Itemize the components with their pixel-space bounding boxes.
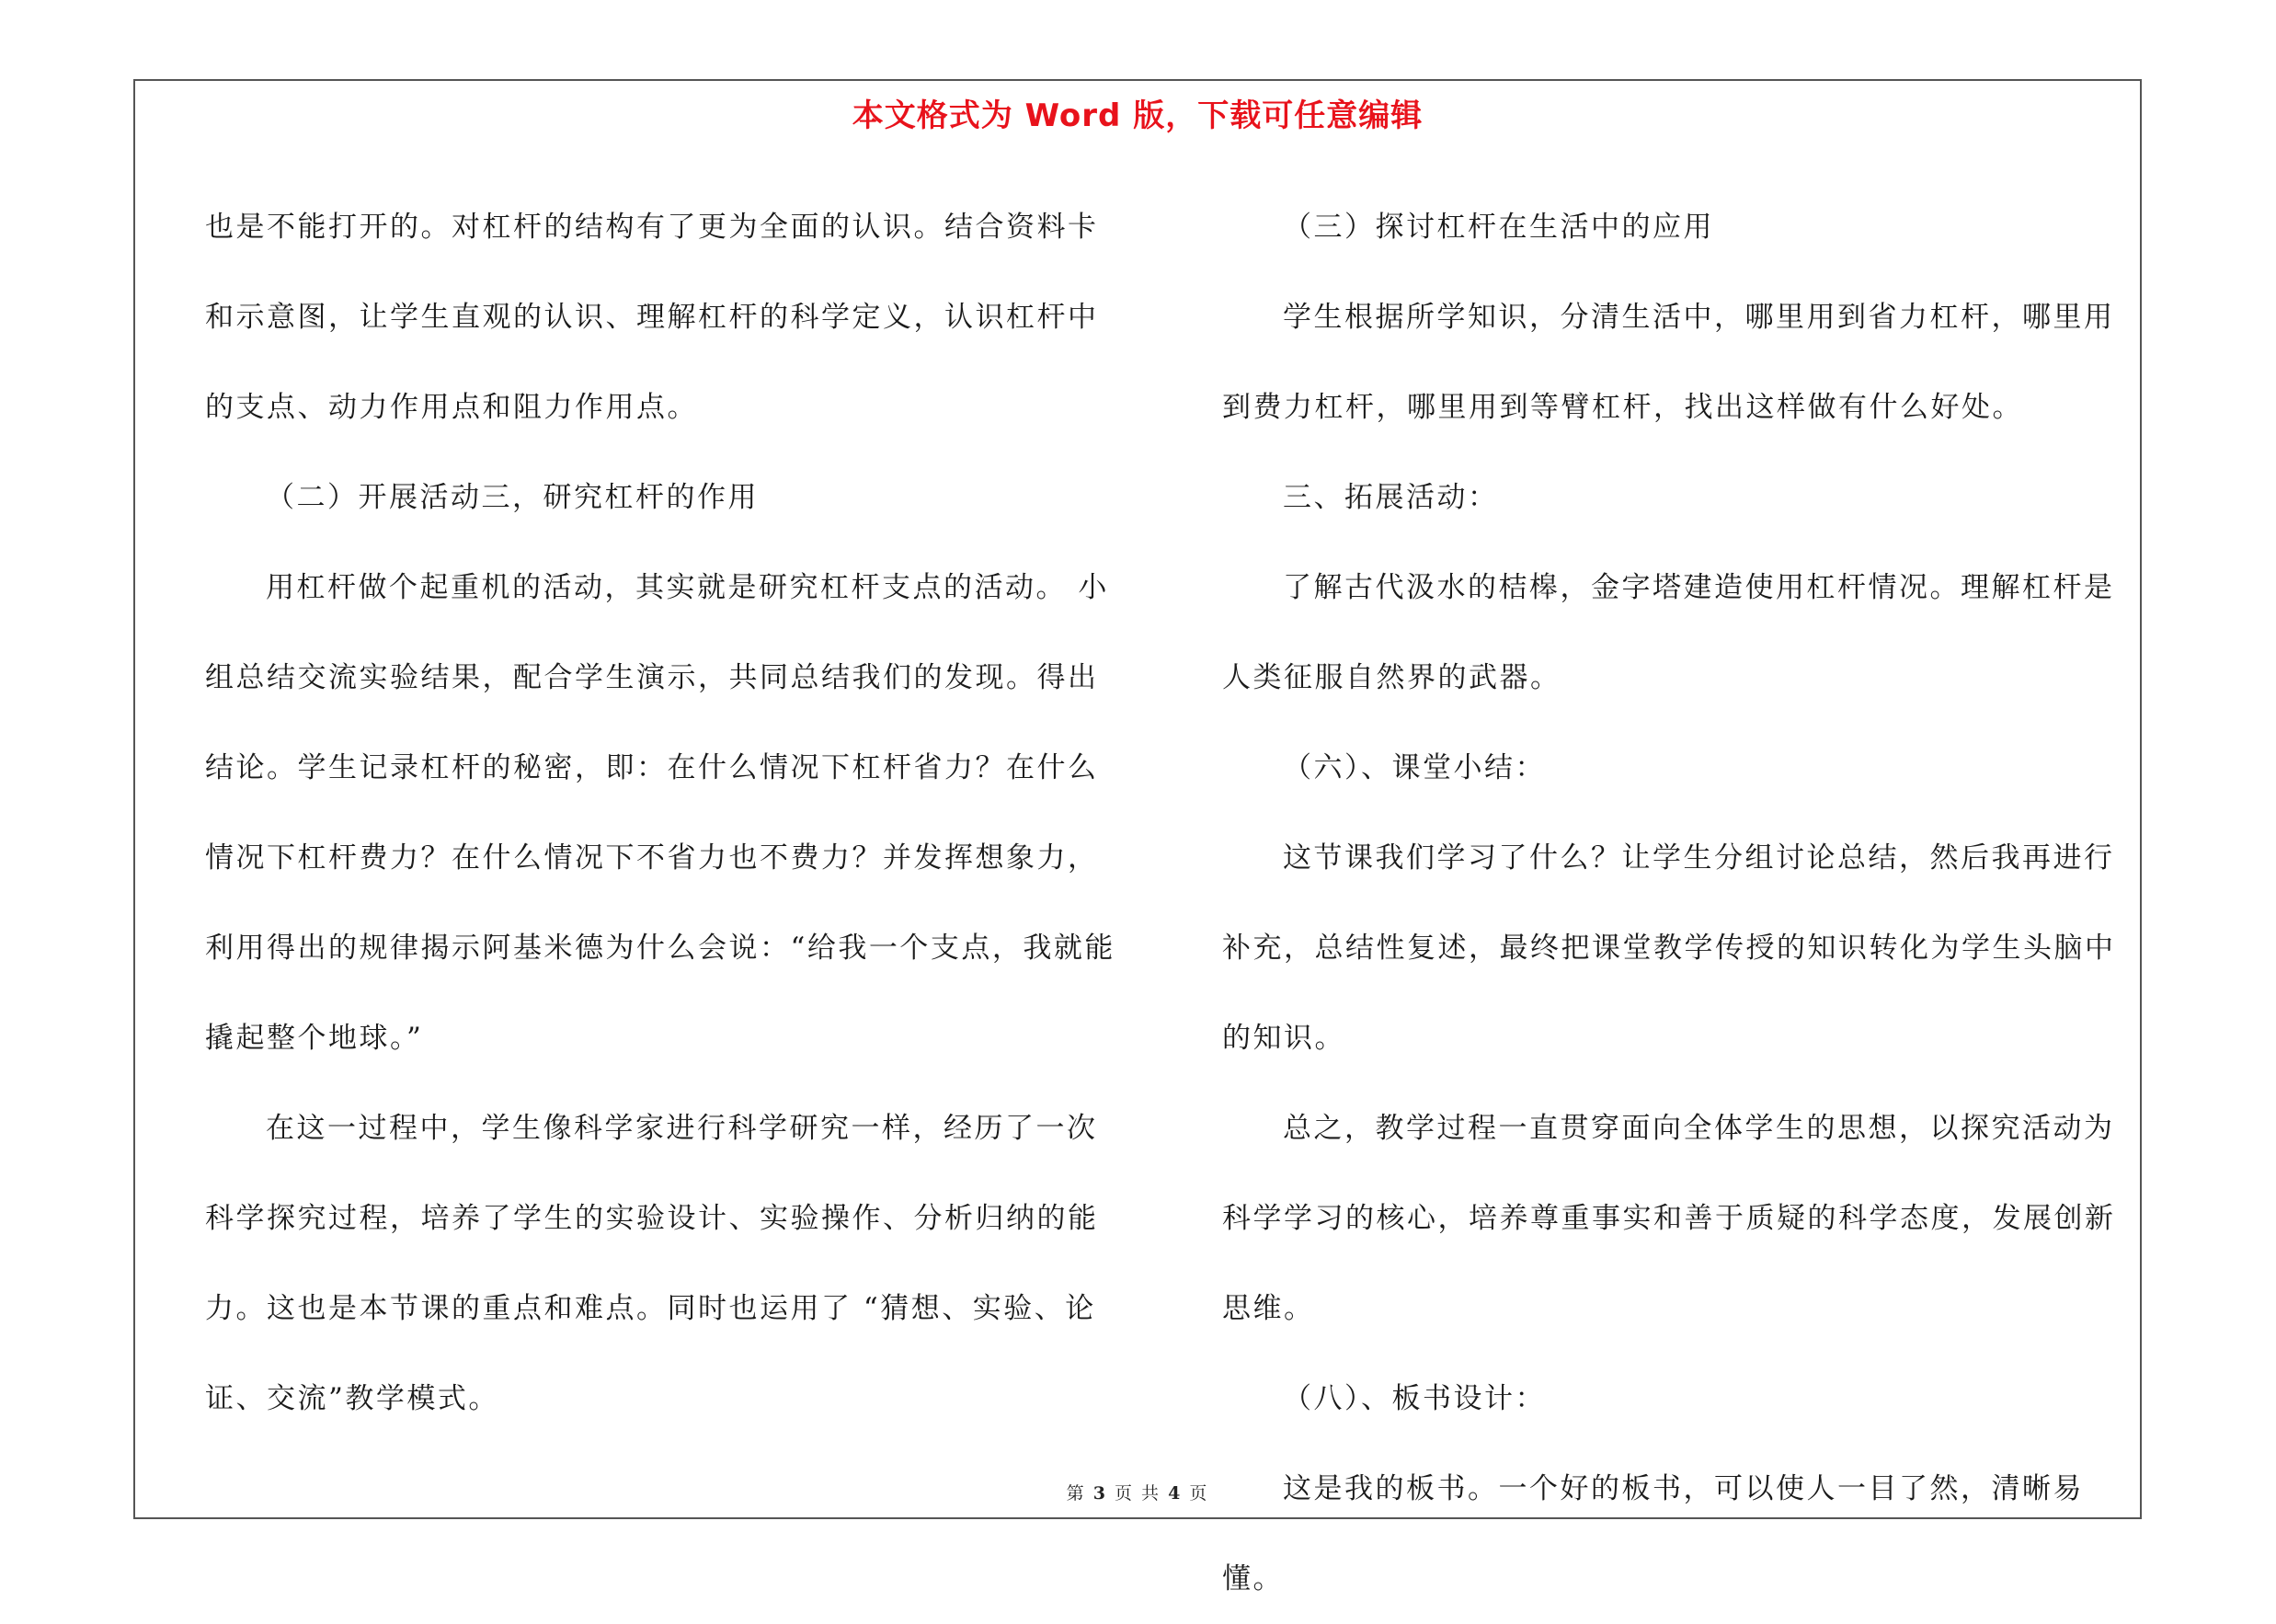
section-heading: （六）、课堂小结： <box>1283 751 1546 784</box>
header-banner: 本文格式为 Word 版，下载可任意编辑 <box>852 97 1424 134</box>
document-page <box>133 79 2142 1595</box>
paragraph: 学生根据所学知识，分清生活中，哪里用到省力杠杆，哪里用到费力杠杆，哪里用到等臂杠杆，找出这样做有什么好处。 <box>1222 301 2115 424</box>
paragraph: 在这一过程中，学生像科学家进行科学研究一样，经历了一次科学探究过程，培养了学生的实验设计、实验操作、分析归纳的能力。这也是本节课的重点和难点。同时也运用了 “猜想、实验、论证、交流”教学模式。 <box>205 1112 1099 1415</box>
section-heading: （二）开展活动三，研究杠杆的作用 <box>266 481 759 514</box>
paragraph: 这节课我们学习了什么？让学生分组讨论总结，然后我再进行补充，总结性复述，最终把课堂教学传授的知识转化为学生头脑中的知识。 <box>1222 841 2116 1055</box>
total-pages-number: 4 <box>1168 1483 1183 1504</box>
right-column <box>1222 182 2142 1624</box>
section-heading: 三、拓展活动： <box>1283 481 1499 514</box>
footer-mid: 页 共 <box>1114 1483 1161 1504</box>
footer-suffix: 页 <box>1189 1483 1209 1504</box>
paragraph: 这是我的板书。一个好的板书，可以使人一目了然，清晰易懂。 <box>1222 1472 2084 1595</box>
current-page-number: 3 <box>1092 1483 1107 1504</box>
paragraph: 也是不能打开的。对杠杆的结构有了更为全面的认识。结合资料卡和示意图，让学生直观的认识、理解杠杆的科学定义，认识杠杆中的支点、动力作用点和阻力作用点。 <box>205 211 1099 424</box>
page-number-footer <box>135 1480 2140 1504</box>
left-column <box>205 182 1125 1444</box>
section-heading: （八）、板书设计： <box>1283 1382 1546 1415</box>
footer-prefix: 第 <box>1066 1483 1086 1504</box>
paragraph: 了解古代汲水的桔槔，金字塔建造使用杠杆情况。理解杠杆是人类征服自然界的武器。 <box>1222 571 2115 694</box>
paragraph: 总之，教学过程一直贯穿面向全体学生的思想，以探究活动为科学学习的核心，培养尊重事实和善于质疑的科学态度，发展创新思维。 <box>1222 1112 2116 1325</box>
section-heading: （三）探讨杠杆在生活中的应用 <box>1283 211 1714 244</box>
paragraph: 用杠杆做个起重机的活动，其实就是研究杠杆支点的活动。 小组总结交流实验结果，配合学生演示，共同总结我们的发现。得出结论。学生记录杠杆的秘密，即：在什么情况下杠杆省力？在什么情况下杠杆费力？在什么情况下不省力也不费力？并发挥想象力，利用得出的规律揭示阿基米德为什么会说：“给我一个支点，我就能撬起整个地球。” <box>205 571 1115 1055</box>
